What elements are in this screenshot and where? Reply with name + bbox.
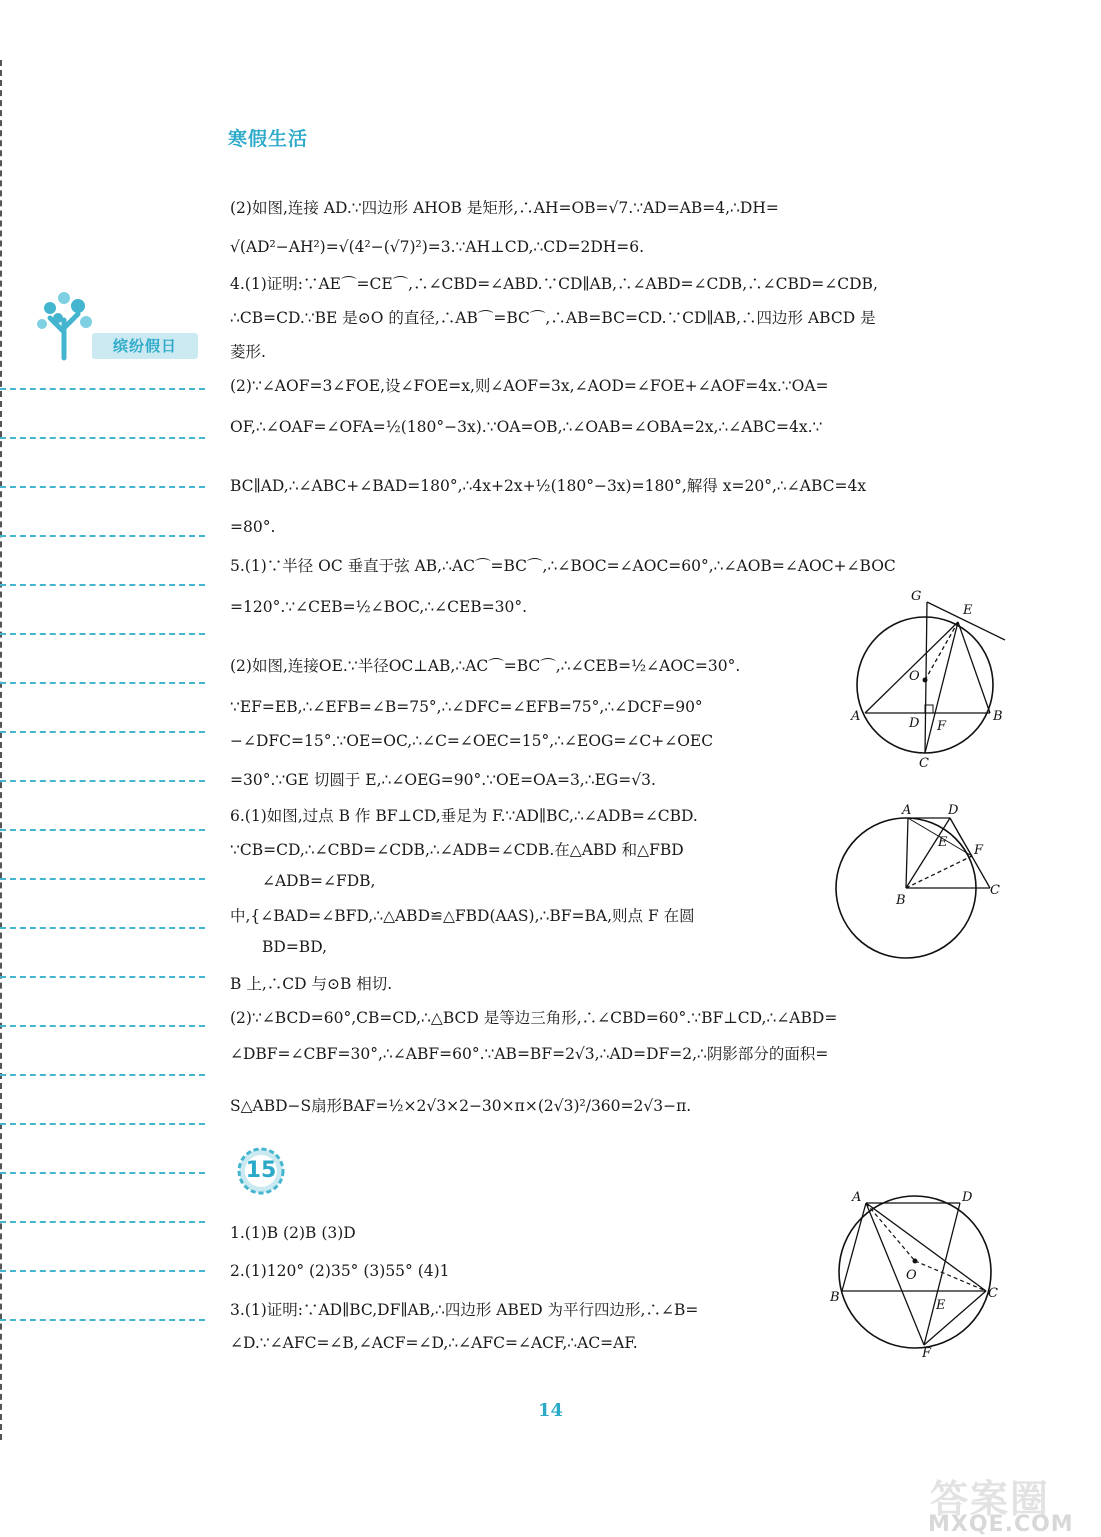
geometry-figure-2 xyxy=(830,800,1010,980)
fig1-label-C: C xyxy=(919,756,929,771)
text-line: (2)如图,连接OE.∵半径OC⊥AB,∴AC⌒=BC⌒,∴∠CEB=½∠AOC=30°. xyxy=(230,657,741,675)
fig1-label-A: A xyxy=(851,709,861,724)
fig3-label-C: C xyxy=(988,1286,998,1301)
geometry-figure-3 xyxy=(828,1185,1008,1360)
fig2-label-D: D xyxy=(948,803,959,818)
fig1-label-O: O xyxy=(909,669,920,684)
margin-dashed-rule xyxy=(0,1172,205,1174)
watermark-url: MXQE.COM xyxy=(928,1512,1074,1537)
system-line: ∠ADB=∠FDB, xyxy=(262,872,376,890)
text-line: BC∥AD,∴∠ABC+∠BAD=180°,∴4x+2x+½(180°−3x)=180°,解得 x=20°,∴∠ABC=4x xyxy=(230,477,867,495)
fig1-label-B: B xyxy=(993,709,1003,724)
section-badge-number: 15 xyxy=(245,1158,277,1183)
margin-dashed-rule xyxy=(0,1270,205,1272)
text-line: 中,{∠BAD=∠BFD,∴△ABD≌△FBD(AAS),∴BF=BA,则点 F 在圆 xyxy=(230,907,695,925)
question-2-line: 2.(1)120° (2)35° (3)55° (4)1 xyxy=(230,1262,450,1280)
fig3-label-O: O xyxy=(906,1268,917,1283)
fig2-label-A: A xyxy=(902,803,912,818)
text-line: B 上,∴CD 与⊙B 相切. xyxy=(230,975,393,993)
text-line: ∴CB=CD.∵BE 是⊙O 的直径,∴AB⌒=BC⌒,∴AB=BC=CD.∵CD∥AB,∴四边形 ABCD 是 xyxy=(230,309,876,327)
watermark-text: 答案圈 xyxy=(930,1477,1051,1521)
fig1-label-E: E xyxy=(963,603,973,618)
fig1-label-F: F xyxy=(937,719,947,734)
question-1-line: 1.(1)B (2)B (3)D xyxy=(230,1224,356,1242)
question-5-line: 5.(1)∵半径 OC 垂直于弦 AB,∴AC⌒=BC⌒,∴∠BOC=∠AOC=60°,∴∠AOB=∠AOC+∠BOC xyxy=(230,557,896,575)
logo-text: 缤纷假日 xyxy=(92,333,198,359)
margin-dashed-rule xyxy=(0,437,205,439)
text-line: ∵CB=CD,∴∠CBD=∠CDB,∴∠ADB=∠CDB.在△ABD 和△FBD xyxy=(230,841,684,859)
text-line: ∠DBF=∠CBF=30°,∴∠ABF=60°.∵AB=BF=2√3,∴AD=DF=2,∴阴影部分的面积= xyxy=(230,1045,829,1063)
margin-dashed-rule xyxy=(0,731,205,733)
fig3-label-F: F xyxy=(922,1346,932,1360)
text-line: =80°. xyxy=(230,518,276,536)
text-line: ∠D.∵∠AFC=∠B,∠ACF=∠D,∴∠AFC=∠ACF,∴AC=AF. xyxy=(230,1334,638,1352)
geometry-figure-1 xyxy=(845,590,1015,775)
margin-dashed-rule xyxy=(0,388,205,390)
question-4-line: 4.(1)证明:∵AE⌒=CE⌒,∴∠CBD=∠ABD.∵CD∥AB,∴∠ABD=∠CDB,∴∠CBD=∠CDB, xyxy=(230,275,878,293)
margin-dashed-rule xyxy=(0,829,205,831)
text-line: (2)∵∠AOF=3∠FOE,设∠FOE=x,则∠AOF=3x,∠AOD=∠FOE+∠AOF=4x.∵OA= xyxy=(230,377,829,395)
fig1-label-D: D xyxy=(909,716,920,731)
header-title: 寒假生活 xyxy=(228,128,309,150)
text-line: 菱形. xyxy=(230,343,266,361)
fig3-label-B: B xyxy=(830,1290,840,1305)
fig3-label-A: A xyxy=(852,1190,862,1205)
fig2-label-B: B xyxy=(896,893,906,908)
system-line: BD=BD, xyxy=(262,938,327,956)
fig2-label-F: F xyxy=(974,843,984,858)
margin-dashed-rule xyxy=(0,584,205,586)
margin-dashed-rule xyxy=(0,1123,205,1125)
fig2-label-C: C xyxy=(990,883,1000,898)
margin-dashed-rule xyxy=(0,878,205,880)
margin-dashed-rule xyxy=(0,1221,205,1223)
text-line: S△ABD−S扇形BAF=½×2√3×2−30×π×(2√3)²/360=2√3−π. xyxy=(230,1097,692,1115)
text-line: (2)∵∠BCD=60°,CB=CD,∴△BCD 是等边三角形,∴∠CBD=60°.∵BF⊥CD,∴∠ABD= xyxy=(230,1009,838,1027)
text-line: =120°.∵∠CEB=½∠BOC,∴∠CEB=30°. xyxy=(230,598,528,616)
margin-dashed-rule xyxy=(0,1025,205,1027)
text-line: =30°.∵GE 切圆于 E,∴∠OEG=90°.∵OE=OA=3,∴EG=√3. xyxy=(230,771,656,789)
margin-dashed-rule xyxy=(0,927,205,929)
text-line: −∠DFC=15°.∵OE=OC,∴∠C=∠OEC=15°,∴∠EOG=∠C+∠OEC xyxy=(230,732,714,750)
margin-dashed-rule xyxy=(0,1319,205,1321)
fig1-label-G: G xyxy=(911,590,922,604)
question-6-line: 6.(1)如图,过点 B 作 BF⊥CD,垂足为 F.∵AD∥BC,∴∠ADB=∠CBD. xyxy=(230,807,698,825)
margin-dashed-rule xyxy=(0,682,205,684)
fig2-label-E: E xyxy=(938,835,948,850)
binding-edge xyxy=(0,60,6,1440)
fig3-label-D: D xyxy=(962,1190,973,1205)
text-line: ∵EF=EB,∴∠EFB=∠B=75°,∴∠DFC=∠EFB=75°,∴∠DCF=90° xyxy=(230,698,703,716)
text-line: OF,∴∠OAF=∠OFA=½(180°−3x).∵OA=OB,∴∠OAB=∠OBA=2x,∴∠ABC=4x.∵ xyxy=(230,418,823,436)
text-line: √(AD²−AH²)=√(4²−(√7)²)=3.∵AH⊥CD,∴CD=2DH=6. xyxy=(230,238,645,256)
margin-dashed-rule xyxy=(0,780,205,782)
margin-dashed-rule xyxy=(0,486,205,488)
margin-dashed-rule xyxy=(0,633,205,635)
fig3-label-E: E xyxy=(936,1298,946,1313)
margin-dashed-rule xyxy=(0,535,205,537)
page-number: 14 xyxy=(537,1400,564,1421)
question-3-line: 3.(1)证明:∵AD∥BC,DF∥AB,∴四边形 ABED 为平行四边形,∴∠B= xyxy=(230,1301,699,1319)
margin-dashed-rule xyxy=(0,976,205,978)
text-line: (2)如图,连接 AD.∵四边形 AHOB 是矩形,∴AH=OB=√7.∵AD=AB=4,∴DH= xyxy=(230,199,779,217)
margin-dashed-rule xyxy=(0,1074,205,1076)
